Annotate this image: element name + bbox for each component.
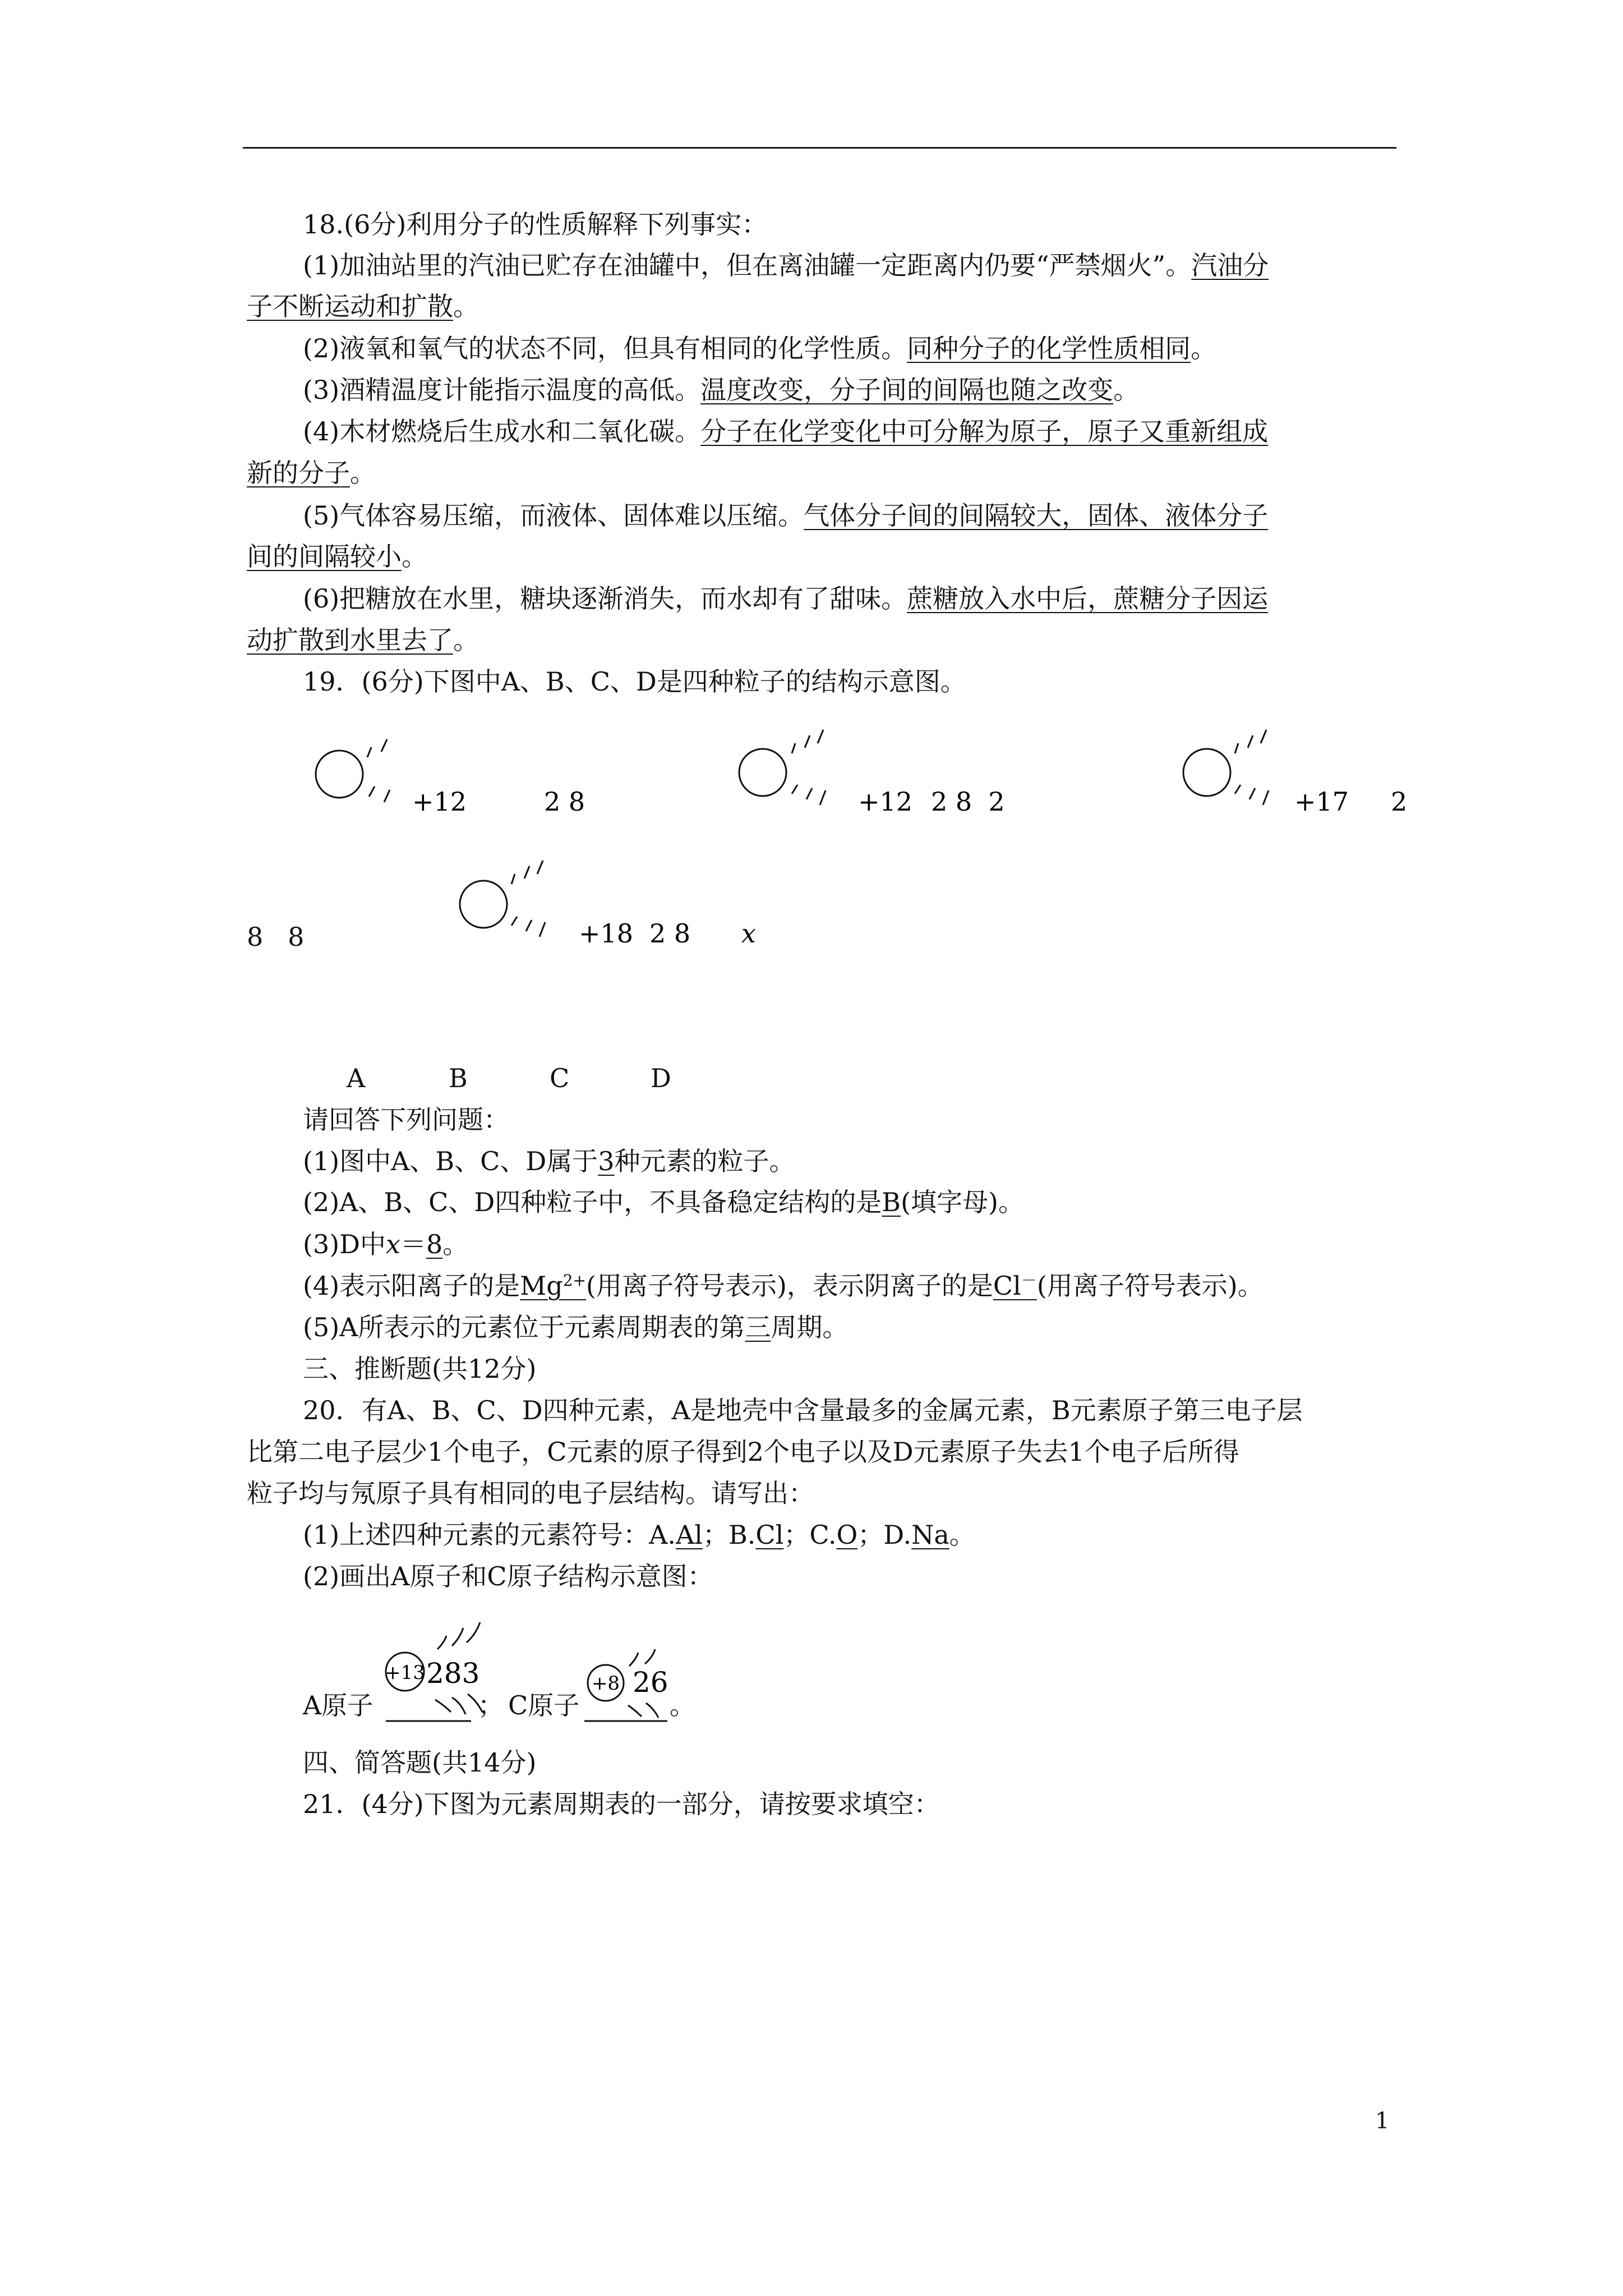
q18-item6-line2: 动扩散到水里去了。 bbox=[247, 625, 479, 655]
atom-c-label: C原子 bbox=[508, 1690, 580, 1720]
atom-separator: ； bbox=[478, 1690, 504, 1720]
q18-item3: (3)酒精温度计能指示温度的高低。温度改变，分子间的间隔也随之改变。 bbox=[303, 375, 1140, 405]
diagram-d-shells: 2 8 bbox=[649, 918, 691, 949]
diagram-b bbox=[729, 721, 1043, 833]
q19-sub3: (3)D中x＝8。 bbox=[303, 1229, 469, 1259]
q21-title: 21．(4分)下图为元素周期表的一部分，请按要求填空： bbox=[303, 1789, 940, 1819]
q20-sub1: (1)上述四种元素的元素符号：A.Al；B.Cl；C.O；D.Na。 bbox=[303, 1520, 975, 1550]
q18-item4-line2: 新的分子。 bbox=[247, 458, 376, 488]
label-c: C bbox=[550, 1063, 570, 1093]
q18-item1-line2: 子不断运动和扩散。 bbox=[247, 291, 479, 321]
q19-sub1: (1)图中A、B、C、D属于3种元素的粒子。 bbox=[303, 1146, 795, 1176]
diagram-c-nucleus: +17 bbox=[1294, 786, 1349, 817]
diagram-a-nucleus: +12 bbox=[412, 786, 467, 817]
atom-end: 。 bbox=[670, 1690, 695, 1720]
label-b: B bbox=[449, 1063, 468, 1093]
q18-item5-line1: (5)气体容易压缩，而液体、固体难以压缩。气体分子间的间隔较大，固体、液体分子 bbox=[303, 500, 1269, 531]
diagram-a-shells: 2 8 bbox=[544, 786, 585, 817]
atom-a-nucleus: +13 bbox=[385, 1662, 425, 1684]
q20-sub2: (2)画出A原子和C原子结构示意图： bbox=[303, 1561, 713, 1591]
diagram-c-shells-wrap: 8 8 bbox=[247, 922, 305, 952]
label-a: A bbox=[347, 1063, 366, 1093]
diagram-d-nucleus: +18 bbox=[579, 918, 634, 949]
q19-title: 19．(6分)下图中A、B、C、D是四种粒子的结构示意图。 bbox=[303, 666, 966, 697]
diagram-c bbox=[1172, 721, 1464, 833]
q18-item2: (2)液氧和氧气的状态不同，但具有相同的化学性质。同种分子的化学性质相同。 bbox=[303, 333, 1217, 364]
atom-c-nucleus: +8 bbox=[591, 1672, 620, 1695]
q18-item1-line1: (1)加油站里的汽油已贮存在油罐中，但在离油罐一定距离内仍要“严禁烟火”。汽油分 bbox=[303, 250, 1269, 280]
q18-item4-line1: (4)木材燃烧后生成水和二氧化碳。分子在化学变化中可分解为原子，原子又重新组成 bbox=[303, 416, 1269, 447]
header-rule bbox=[243, 147, 1396, 149]
q19-sub2: (2)A、B、C、D四种粒子中，不具备稳定结构的是B(填字母)。 bbox=[303, 1187, 1024, 1217]
diagram-a bbox=[303, 724, 594, 836]
diagram-d bbox=[449, 841, 808, 959]
diagram-b-nucleus: +12 bbox=[858, 786, 913, 817]
atom-c-shells: 26 bbox=[633, 1666, 668, 1699]
section-3-title: 三、推断题(共12分) bbox=[303, 1354, 537, 1384]
q18-title: 18.(6分)利用分子的性质解释下列事实： bbox=[303, 209, 768, 240]
q20-line1: 20．有A、B、C、D四种元素，A是地壳中含量最多的金属元素，B元素原子第三电子层 bbox=[303, 1395, 1303, 1425]
page-number: 1 bbox=[1375, 2108, 1390, 2134]
q20-line3: 粒子均与氖原子具有相同的电子层结构。请写出： bbox=[247, 1478, 814, 1508]
atom-a-shells: 283 bbox=[426, 1657, 480, 1690]
q20-line2: 比第二电子层少1个电子，C元素的原子得到2个电子以及D元素原子失去1个电子后所得 bbox=[247, 1437, 1239, 1467]
q19-prompt: 请回答下列问题： bbox=[303, 1105, 509, 1135]
q18-item5-line2: 间的间隔较小。 bbox=[247, 541, 427, 572]
q19-sub4: (4)表示阳离子的是$Mg^{2+}$(用离子符号表示)，表示阴离子的是Cl－(用离子符号表示)。 bbox=[303, 1271, 1264, 1301]
section-4-title: 四、简答题(共14分) bbox=[303, 1747, 537, 1778]
atom-a-diagram bbox=[381, 1616, 488, 1728]
diagram-b-shells: 2 8 2 bbox=[931, 786, 1005, 817]
atom-c-diagram bbox=[583, 1649, 684, 1728]
q19-sub5: (5)A所表示的元素位于元素周期表的第三周期。 bbox=[303, 1312, 849, 1342]
diagram-d-x: x bbox=[741, 918, 756, 949]
label-d: D bbox=[651, 1063, 671, 1093]
q18-item6-line1: (6)把糖放在水里，糖块逐渐消失，而水却有了甜味。蔗糖放入水中后，蔗糖分子因运 bbox=[303, 583, 1269, 614]
atom-a-label: A原子 bbox=[303, 1690, 374, 1720]
diagram-c-shells: 2 bbox=[1391, 786, 1408, 817]
